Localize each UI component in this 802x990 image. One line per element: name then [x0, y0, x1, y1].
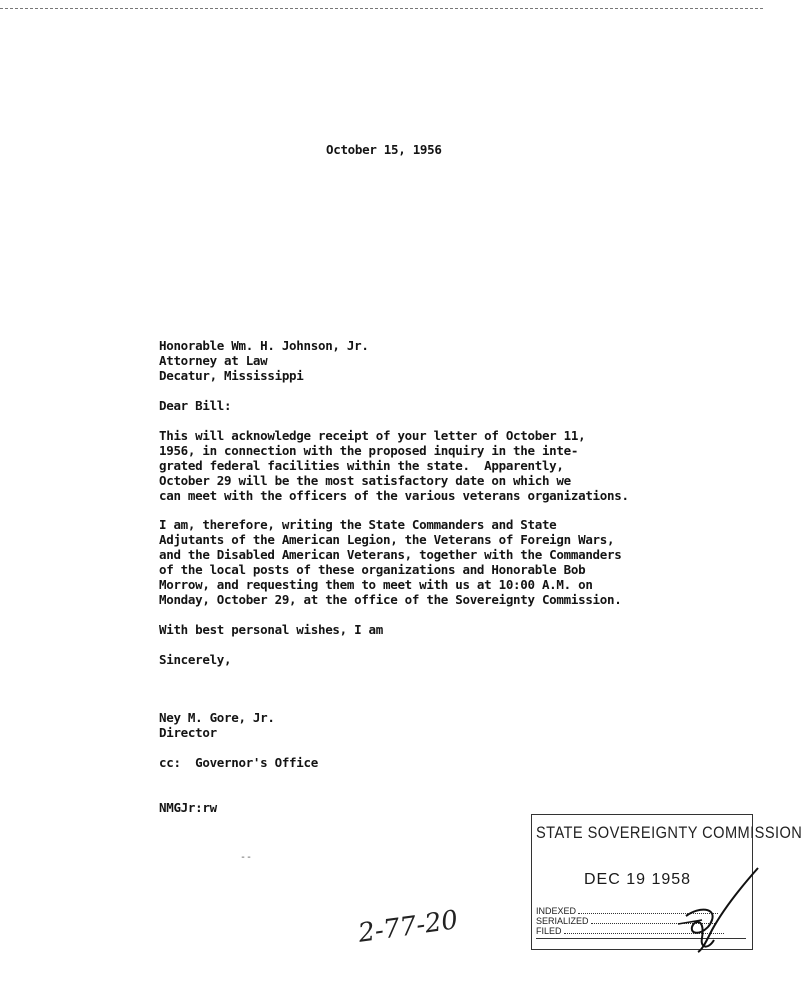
stamp-row-label: INDEXED [536, 906, 577, 916]
recipient-line: Decatur, Mississippi [159, 368, 304, 383]
paragraph-line: and the Disabled American Veterans, together with the Commanders [159, 547, 622, 562]
carbon-copy: cc: Governor's Office [159, 755, 318, 770]
letter-date: October 15, 1956 [326, 142, 442, 157]
salutation: Dear Bill: [159, 398, 232, 413]
closing-line: With best personal wishes, I am [159, 622, 383, 637]
closing: Sincerely, [159, 652, 232, 667]
typist-initials: NMGJr:rw [159, 800, 217, 815]
signer-title: Director [159, 725, 217, 740]
signer-name: Ney M. Gore, Jr. [159, 710, 275, 725]
paragraph-line: 1956, in connection with the proposed inquiry in the inte- [159, 443, 579, 458]
stamp-date: DEC 19 1958 [584, 871, 692, 888]
recipient-line: Honorable Wm. H. Johnson, Jr. [159, 338, 369, 353]
paragraph-line: of the local posts of these organizations and Honorable Bob [159, 562, 586, 577]
stamp-row-label: SERIALIZED [536, 916, 589, 926]
paragraph-line: I am, therefore, writing the State Commanders and State [159, 517, 557, 532]
paragraph-line: October 29 will be the most satisfactory date on which we [159, 473, 571, 488]
recipient-line: Attorney at Law [159, 353, 268, 368]
paragraph-line: grated federal facilities within the state. Apparently, [159, 458, 564, 473]
handwritten-file-number: 2-77-20 [356, 905, 460, 949]
pencil-mark: -- [240, 852, 253, 863]
paragraph-line: Morrow, and requesting them to meet with us at 10:00 A.M. on [159, 577, 593, 592]
paragraph-line: Monday, October 29, at the office of the Sovereignty Commission. [159, 592, 622, 607]
stamp-row-label: FILED [536, 926, 562, 936]
stamp-title: STATE SOVEREIGNTY COMMISSION [536, 823, 802, 842]
perforated-edge [0, 0, 763, 9]
paragraph-line: This will acknowledge receipt of your letter of October 11, [159, 428, 586, 443]
handwritten-initials [672, 864, 762, 954]
paragraph-line: can meet with the officers of the various veterans organizations. [159, 488, 629, 503]
paragraph-line: Adjutants of the American Legion, the Veterans of Foreign Wars, [159, 532, 615, 547]
